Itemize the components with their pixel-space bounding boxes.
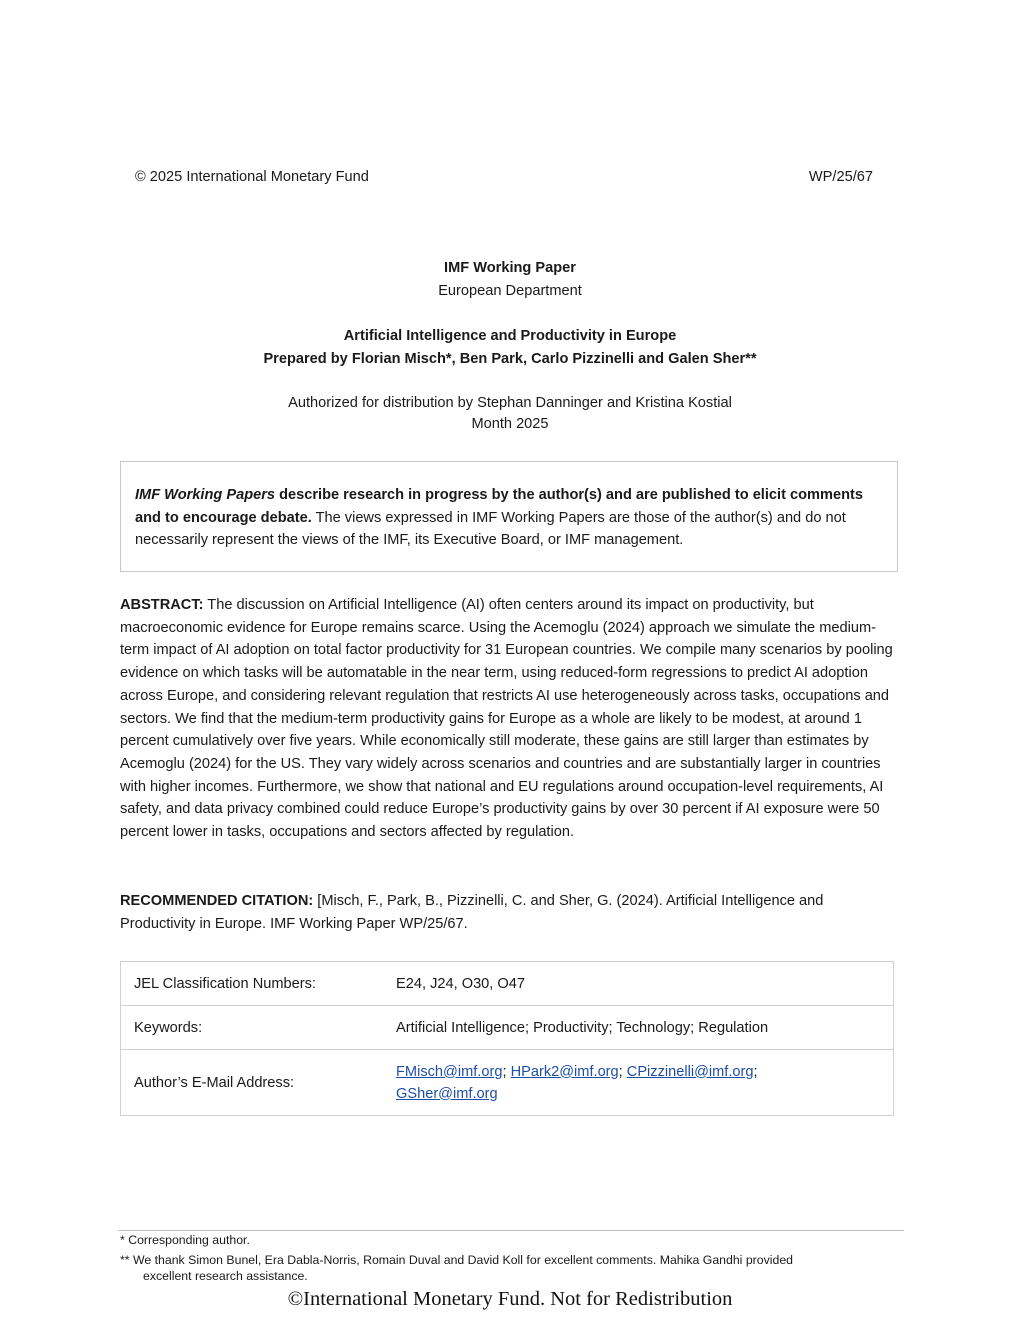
jel-value: E24, J24, O30, O47 (383, 962, 894, 1006)
email-link-park[interactable]: HPark2@imf.org (510, 1063, 619, 1080)
email-separator: ; (502, 1063, 507, 1080)
department: European Department (438, 283, 582, 299)
jel-label: JEL Classification Numbers: (121, 962, 384, 1006)
citation-label: RECOMMENDED CITATION: (120, 893, 314, 909)
page-footer: ©International Monetary Fund. Not for Redistribution (287, 1288, 733, 1310)
metadata-table (120, 961, 894, 1116)
email-separator: ; (753, 1063, 758, 1080)
table-row (121, 962, 894, 1006)
copyright-notice: © 2025 International Monetary Fund (135, 169, 369, 185)
keywords-value: Artificial Intelligence; Productivity; Technology; Regulation (383, 1006, 894, 1050)
keywords-label: Keywords: (121, 1006, 384, 1050)
abstract (120, 594, 900, 844)
email-values (383, 1050, 894, 1116)
paper-title: Artificial Intelligence and Productivity in Europe (343, 328, 677, 344)
citation-text: [Misch, F., Park, B., Pizzinelli, C. and Sher, G. (2024). Artificial Intelligence and Productivity in Europe. IMF Working Paper WP/25/67. (120, 893, 824, 932)
recommended-citation (120, 890, 900, 935)
email-link-sher[interactable]: GSher@imf.org (396, 1085, 498, 1102)
table-row (121, 1006, 894, 1050)
authors-line: Prepared by Florian Misch*, Ben Park, Carlo Pizzinelli and Galen Sher** (263, 351, 757, 367)
paper-date: Month 2025 (471, 416, 549, 432)
disclaimer-plain-text: The views expressed in IMF Working Papers are those of the author(s) and do not necessarily represent the views of the IMF, its Executive Board, or IMF management. (135, 509, 846, 549)
email-link-misch[interactable]: FMisch@imf.org (396, 1063, 503, 1080)
email-separator: ; (618, 1063, 623, 1080)
footnote-ack-line1: ** We thank Simon Bunel, Era Dabla-Norris, Romain Duval and David Koll for excellent comments. Mahika Gandhi provided (120, 1253, 793, 1267)
email-link-pizzinelli[interactable]: CPizzinelli@imf.org (626, 1063, 754, 1080)
disclaimer-bold-text: describe research in progress by the author(s) and are published to elicit comments and to encourage debate. (135, 487, 863, 526)
paper-number: WP/25/67 (808, 169, 873, 185)
footnote-corresponding: * Corresponding author. (120, 1233, 250, 1247)
table-row (121, 1050, 894, 1116)
abstract-label: ABSTRACT: (120, 597, 204, 613)
series-title: IMF Working Paper (444, 260, 576, 276)
disclaimer-italic-lead: IMF Working Papers (135, 487, 276, 503)
disclaimer-box (120, 461, 898, 572)
authorization-line: Authorized for distribution by Stephan Danninger and Kristina Kostial (288, 395, 732, 411)
footnote-acknowledgments (120, 1253, 793, 1284)
footnote-ack-line2: excellent research assistance. (143, 1268, 308, 1283)
abstract-text: The discussion on Artificial Intelligence (AI) often centers around its impact on productivity, but macroeconomic evidence for Europe remains scarce. Using the Acemoglu (2024) approach we simulate the medium-term impact of AI adoption on total factor productivity for 31 European countries. We compile many scenarios by pooling evidence on which tasks will be automatable in the near term, using reduced-form regressions to predict AI adoption across Europe, and considering relevant regulation that restricts AI use heterogeneously across tasks, occupations and sectors. We find that the medium-term productivity gains for Europe as a whole are likely to be modest, at around 1 percent cumulatively over five years. While economically still moderate, these gains are still larger than estimates by Acemoglu (2024) for the US. They vary widely across scenarios and countries and are substantially larger in countries with higher incomes. Furthermore, we show that national and EU regulations around occupation-level requirements, AI safety, and data privacy combined could reduce Europe’s productivity gains by over 30 percent if AI exposure were 50 percent lower in tasks, occupations and sectors affected by regulation. (120, 597, 893, 841)
footnote-divider (118, 1230, 904, 1231)
email-label: Author’s E-Mail Address: (121, 1050, 384, 1116)
